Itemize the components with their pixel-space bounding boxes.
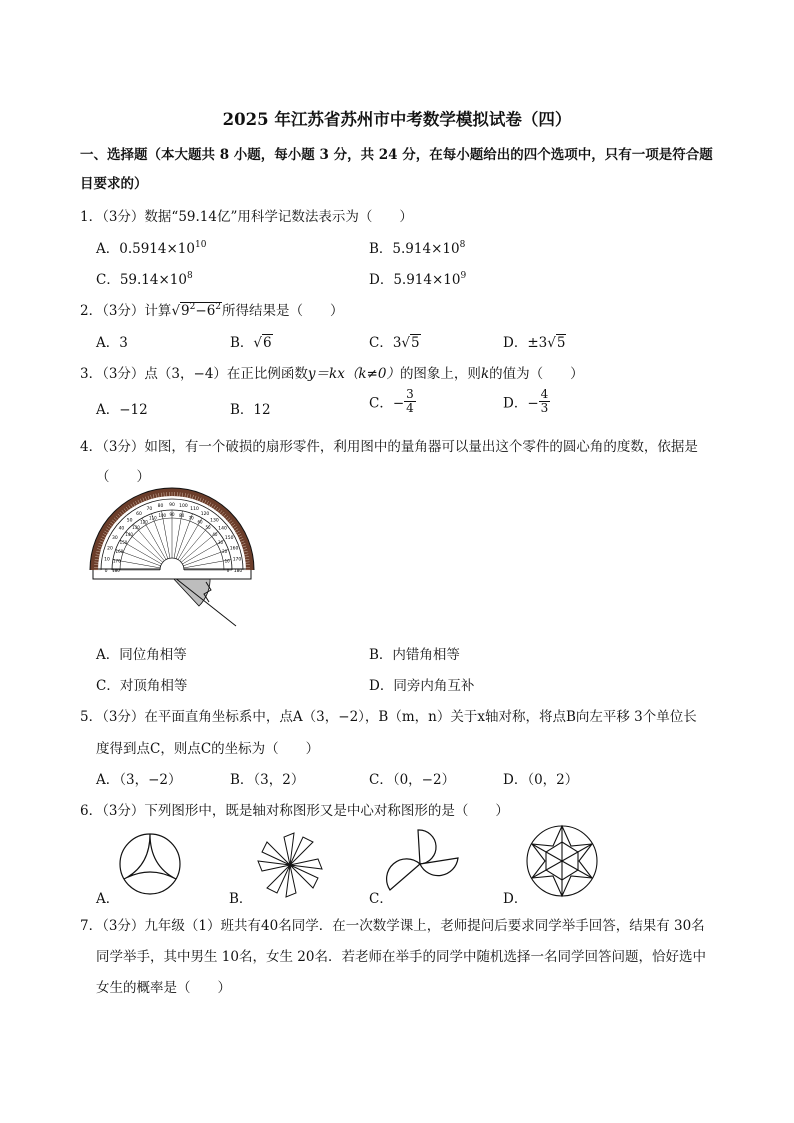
q4-option-d[interactable]: D．同旁内角互补	[369, 678, 475, 694]
protractor-inner-label: 120	[140, 519, 148, 525]
protractor-outer-label: 50	[126, 518, 133, 524]
protractor-inner-label: 20	[222, 548, 228, 554]
protractor-outer-label: 170	[232, 557, 242, 563]
protractor-inner-label: 110	[149, 515, 157, 521]
figure-d-star-in-circle	[525, 824, 599, 898]
q6-option-b[interactable]: B．	[229, 891, 253, 907]
q4-option-b[interactable]: B．内错角相等	[369, 647, 460, 663]
q6-option-a[interactable]: A．	[96, 891, 120, 907]
protractor-inner-label: 90	[169, 512, 175, 517]
protractor-outer-label: 20	[107, 546, 113, 552]
q1-option-c[interactable]: C．$59.14\times 10^8$	[96, 271, 193, 288]
q1-option-b[interactable]: B．$5.914\times 10^8$	[369, 240, 466, 257]
q2-option-d[interactable]: D．±3√5	[503, 335, 566, 351]
q3-option-b[interactable]: B．12	[230, 402, 271, 418]
protractor-inner-label: 30	[217, 540, 224, 545]
figure-b-pinwheel	[252, 830, 328, 900]
q5-option-b[interactable]: B．（3，2）	[230, 772, 305, 788]
q3-option-a[interactable]: A．−12	[96, 402, 148, 418]
question-7-stem-line1: 7．（3分）九年级（1）班共有40名同学．在一次数学课上，老师提问后要求同学举手回答，结果有 30名	[80, 918, 705, 934]
q4-option-c[interactable]: C．对顶角相等	[96, 678, 188, 694]
q3-option-c[interactable]: C．− $\frac{3}{4}$	[369, 387, 414, 415]
protractor-outer-label: 10	[104, 557, 110, 563]
protractor-outer-label: 40	[118, 526, 125, 532]
protractor-outer-label: 80	[157, 504, 164, 510]
protractor-outer-label: 0	[104, 569, 108, 574]
protractor-outer-label: 100	[179, 504, 188, 510]
protractor-inner-label: 40	[212, 532, 218, 538]
protractor-outer-label: 30	[111, 536, 118, 541]
protractor-inner-label: 60	[197, 519, 203, 525]
protractor-outer-label: 150	[224, 536, 234, 541]
protractor-inner-label: 50	[205, 525, 211, 531]
protractor-inner-label: 130	[132, 525, 140, 531]
q1-option-d[interactable]: D．$5.914\times 10^9$	[369, 271, 467, 288]
question-2-stem: 2．（3分）计算$√9^2-6^2$所得结果是（ ）	[80, 302, 344, 319]
protractor-inner-label: 170	[113, 558, 121, 564]
protractor-outer-label: 120	[200, 511, 210, 517]
q6-option-d[interactable]: D．	[503, 891, 528, 907]
figure-c-three-blades	[390, 826, 464, 898]
protractor-outer-label: 160	[229, 546, 239, 552]
q3-option-d[interactable]: D．− $\frac{4}{3}$	[503, 387, 549, 415]
radical-sign-icon: √	[171, 303, 181, 319]
protractor-outer-label: 70	[146, 506, 153, 512]
protractor-inner-label: 100	[158, 512, 167, 518]
radicand: $9^2-6^2$	[181, 302, 222, 319]
question-3-stem: 3．（3分）点（3，−4）在正比例函数y＝kx（k≠0）的图象上，则k的值为（ ）	[80, 366, 584, 382]
question-7-stem-line3: 女生的概率是（ ）	[96, 980, 231, 996]
protractor-outer-label: 130	[210, 518, 219, 524]
question-4-stem-line1: 4．（3分）如图，有一个破损的扇形零件，利用图中的量角器可以量出这个零件的圆心角的度数，依据是	[80, 439, 698, 455]
section-header-line2: 目要求的）	[80, 176, 148, 192]
q2-option-a[interactable]: A．3	[96, 335, 128, 351]
protractor-outer-label: 180	[233, 569, 243, 574]
q5-option-a[interactable]: A．（3，−2）	[96, 772, 182, 788]
question-5-stem-line1: 5．（3分）在平面直角坐标系中，点A（3，−2），B（m，n）关于x轴对称，将点B向左平移 3个单位长	[80, 709, 697, 725]
protractor-inner-label: 180	[112, 568, 120, 573]
q6-option-c[interactable]: C．	[369, 891, 393, 907]
q2-option-b[interactable]: B．√6	[230, 335, 272, 351]
protractor-inner-label: 140	[125, 532, 133, 538]
q1-option-a[interactable]: A．$0.5914\times 10^{10}$	[96, 240, 207, 257]
protractor-figure	[90, 494, 250, 630]
question-7-stem-line2: 同学举手，其中男生 10名，女生 20名．若老师在举手的同学中随机选择一名同学回答问题，恰好选中	[96, 949, 706, 965]
q5-option-c[interactable]: C．（0，−2）	[369, 772, 456, 788]
protractor-inner-label: 80	[179, 512, 185, 518]
question-6-stem: 6．（3分）下列图形中，既是轴对称图形又是中心对称图形的是（ ）	[80, 803, 509, 819]
protractor-inner-label: 0	[226, 568, 230, 573]
question-4-stem-line2: （ ）	[96, 469, 150, 485]
q4-option-a[interactable]: A．同位角相等	[96, 647, 187, 663]
protractor-outer-label: 60	[136, 511, 142, 517]
question-1-stem: 1．（3分）数据“59.14亿”用科学记数法表示为（ ）	[80, 209, 413, 225]
section-header-line1: 一、选择题（本大题共 8 小题，每小题 3 分，共 24 分，在每小题给出的四个选项中，只有一项是符合题	[80, 147, 713, 163]
q2-option-c[interactable]: C．3√5	[369, 335, 420, 351]
protractor-inner-label: 70	[188, 515, 194, 521]
protractor-outer-label: 110	[190, 506, 199, 512]
protractor-inner-label: 160	[115, 548, 124, 554]
protractor-outer-label: 140	[218, 526, 227, 532]
protractor-outer-label: 90	[169, 503, 175, 508]
figure-a-curved-triangle	[118, 832, 182, 896]
protractor-inner-label: 10	[224, 558, 230, 564]
question-5-stem-line2: 度得到点C，则点C的坐标为（ ）	[96, 741, 320, 757]
q5-option-d[interactable]: D．（0，2）	[503, 772, 579, 788]
protractor-inner-label: 150	[119, 540, 128, 545]
exam-title: 2025 年江苏省苏州市中考数学模拟试卷（四）	[222, 110, 572, 129]
